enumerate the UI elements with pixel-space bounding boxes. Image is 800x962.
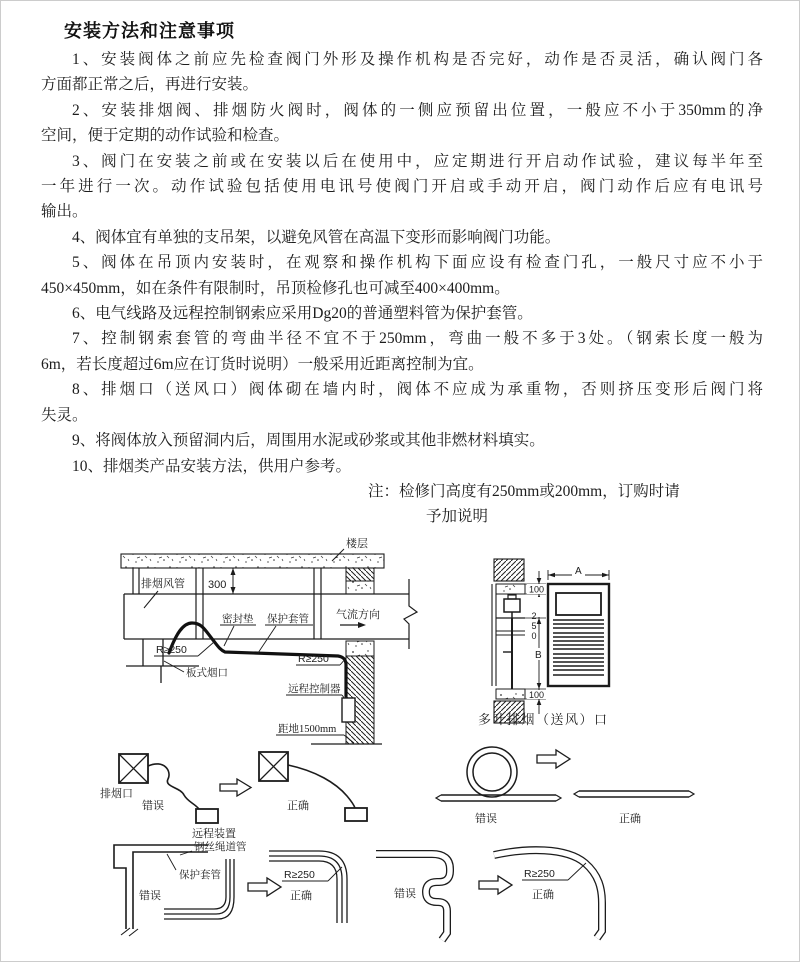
paragraph-line: 5、阀体在吊顶内安装时，在观察和操作机构下面应设有检查门孔，一般尺寸应不小于 [72,254,763,272]
label-r250-left: R≥250 [156,644,187,656]
cable-loop-icon [467,747,517,797]
label-b: B [535,650,542,661]
transform-arrow-icon [248,878,281,896]
label-floor: 楼层 [346,538,368,550]
label-smoke-duct: 排烟风管 [141,578,185,590]
label-height-1500: 距地1500mm [278,724,337,735]
note-line: 注：检修门高度有250mm或200mm，订购时请 [368,483,680,500]
note-line: 予加说明 [426,508,489,526]
correct-example [574,791,694,825]
figure-cable-loop [431,746,721,841]
paragraph-line: 1、安装阀体之前应先检查阀门外形及操作机构是否完好，动作是否灵活，确认阀门各 [72,51,763,68]
figure-sleeve-bend [366,841,626,962]
label-smoke-vent: 排烟口 [100,788,133,800]
wrong-example [100,754,236,840]
paragraph-line: 7、控制钢索套管的弯曲半径不宜不于250mm，弯曲一般不多于3处。（钢索长度一般为 [72,330,763,348]
remote-device-box [345,808,367,821]
airflow-direction [336,607,380,628]
dim-300 [208,568,236,594]
label-wire-conduit: 钢丝绳道管 [194,842,247,853]
correct-example [259,752,367,821]
label-r250-right: R≥250 [298,653,329,665]
paragraph-line: 450×450mm，如在条件有限制时，吊顶检修孔也可减至400×400mm。 [41,279,510,297]
wrong-example [114,841,247,936]
louver-slats [553,620,604,675]
label-correct: 正确 [619,813,641,825]
actuator-box [504,599,520,612]
label-r250: R≥250 [524,868,555,880]
transform-arrow-icon [479,876,512,894]
paragraph-line: 3、阀门在安装之前或在安装以后在使用中，应定期进行开启动作试验，建议每半年至 [72,152,763,170]
label-remote-device: 远程装置 [192,828,236,840]
remote-device-box [196,809,218,823]
paragraph-line: 10、排烟类产品安装方法，供用户参考。 [72,457,352,475]
figure-conduit-corner [96,841,356,962]
label-wrong: 错误 [142,800,164,812]
label-a: A [575,566,582,577]
doc-note [41,479,763,530]
paragraph-line: 9、将阀体放入预留洞内后，周围用水泥或砂浆或其他非燃材料填实。 [72,432,545,450]
fig1-labels [154,612,354,743]
paragraph-line: 6m，若长度超过6m应在订货时说明）一般采用近距离控制为宜。 [41,355,484,373]
label-300: 300 [208,579,227,591]
paragraph-line: 方面都正常之后，再进行安装。 [41,76,259,94]
transform-arrow-icon [220,779,251,796]
paragraph-line: 4、阀体宜有单独的支吊架，以避免风管在高温下变形而影响阀门功能。 [72,228,561,246]
label-wrong: 错误 [475,813,497,825]
front-view [548,565,609,686]
paragraph-line: 6、电气线路及远程控制钢索应采用Dg20的普通塑料管为保护套管。 [72,305,533,323]
paragraph-line: 8、排烟口（送风口）阀体砌在墙内时，阀体不应成为承重物，否则挤压变形后阀门将 [72,381,763,399]
page-title: 安装方法和注意事项 [64,21,235,41]
side-section [492,559,525,723]
paragraph-line: 2、安装排烟阀、排烟防火阀时，阀体的一侧应预留出位置，一般应不小于350mm的净 [72,101,763,119]
label-sleeve: 保护套管 [179,870,221,881]
paragraph-line: 失灵。 [41,406,88,424]
doc-paragraphs [41,47,763,479]
figure-caption: 多叶排烟（送风）口 [478,712,609,727]
label-remote-controller: 远程控制器 [288,684,341,695]
paragraph-line: 空间，便于定期的动作试验和检查。 [41,127,290,145]
label-wrong: 错误 [394,888,416,900]
paragraph-line: 输出。 [41,203,88,221]
label-100-top: 100 [529,584,545,595]
label-correct: 正确 [532,889,554,901]
label-sleeve: 保护套管 [267,614,309,625]
figure-duct-wall-installation [86,536,436,751]
label-airflow: 气流方向 [336,609,380,621]
label-correct: 正确 [290,890,312,902]
figure-multileaf-outlet [476,551,711,736]
label-r250: R≥250 [284,869,315,881]
figure-remote-device-routing [96,749,386,849]
access-panel [556,593,601,615]
label-wrong: 错误 [139,890,161,902]
label-correct: 正确 [287,800,309,812]
floor-slab [121,536,384,568]
label-250: 250 [529,611,539,641]
label-100-bottom: 100 [529,690,545,700]
label-plate-vent: 板式烟口 [186,668,228,679]
wrong-example [376,854,450,940]
correct-example [494,850,602,938]
remote-controller-box [342,698,355,722]
label-gasket: 密封垫 [222,614,254,625]
paragraph-line: 一年进行一次。动作试验包括使用电讯号使阀门开启或手动开启，阀门动作后应有电讯号 [41,178,763,196]
transform-arrow-icon [537,750,570,768]
